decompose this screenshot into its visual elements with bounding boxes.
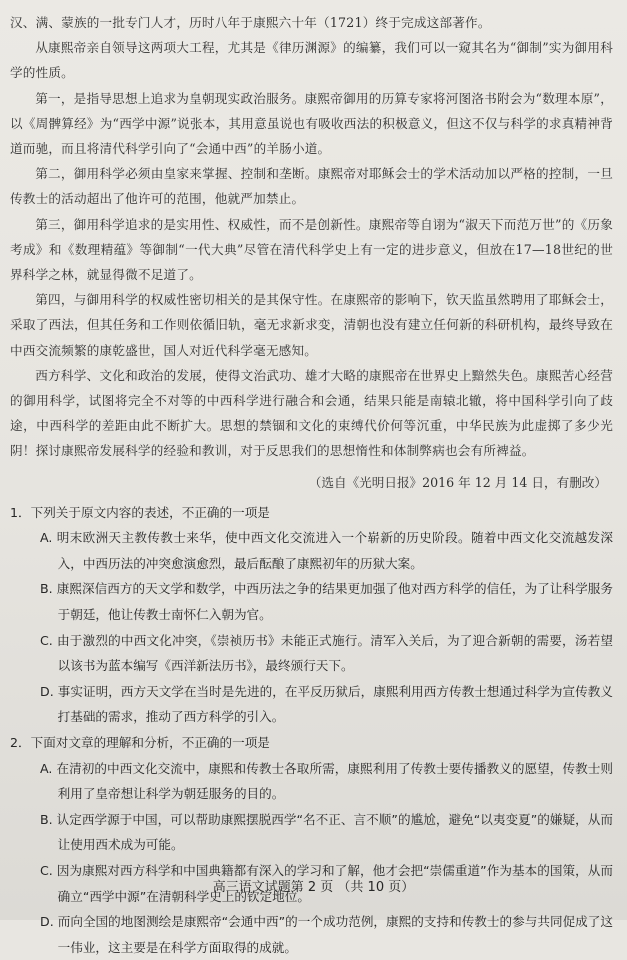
question-option: D. 事实证明，西方天文学在当时是先进的，在平反历狱后，康熙利用西方传教士想通过科学为宣传教义打基础的需求，推动了西方科学的引入。: [40, 683, 613, 725]
article-paragraph: 第三，御用科学追求的是实用性、权威性，而不是创新性。康熙帝等自诩为“淑天下而范万世”的《历象考成》和《数理精蕴》等御制“一代大典”尽管在清代科学史上有一定的进步意义，但放在17—18世纪的世界科学之林，就显得微不足道了。: [10, 216, 613, 283]
question-option: C. 由于激烈的中西文化冲突，《崇祯历书》未能正式施行。清军入关后，为了迎合新朝的需要，汤若望以该书为蓝本编写《西洋新法历书》，最终颁行天下。: [40, 632, 613, 674]
article-paragraph: 第二，御用科学必须由皇家来掌握、控制和垄断。康熙帝对耶稣会士的学术活动加以严格的控制，一旦传教士的活动超出了他许可的范围，他就严加禁止。: [10, 166, 613, 207]
article-paragraph: 第一，是指导思想上追求为皇朝现实政治服务。康熙帝御用的历算专家将河图洛书附会为“数理本原”，以《周髀算经》为“西学中源”说张本，其用意虽说也有吸收西法的积极意义，但这不仅与科学的求真精神背道而驰，而且将清代科学引向了“会通中西”的羊肠小道。: [10, 90, 613, 157]
article-paragraph: 从康熙帝亲自领导这两项大工程，尤其是《律历渊源》的编纂，我们可以一窥其名为“御制”实为御用科学的性质。: [10, 40, 613, 81]
question-option: C. 因为康熙对西方科学和中国典籍都有深入的学习和了解，他才会把“崇儒重道”作为基本的国策，从而确立“西学中源”在清朝科学史上的钦定地位。: [40, 862, 613, 904]
question-option: A. 在清初的中西文化交流中，康熙和传教士各取所需，康熙利用了传教士要传播教义的愿望，传教士则利用了皇帝想让科学为朝廷服务的目的。: [40, 760, 613, 802]
article: [10, 10, 613, 496]
article-source: （选自《光明日报》2016 年 12 月 14 日，有删改）: [308, 474, 607, 490]
article-paragraph: 西方科学、文化和政治的发展，使得文治武功、雄才大略的康熙帝在世界史上黯然失色。康熙苦心经营的御用科学，试图将完全不对等的中西科学进行融合和会通，结果只能是南辕北辙，将中国科学引向了歧途，中西科学的差距由此不断扩大。思想的禁锢和文化的束缚代价何等沉重，中华民族为此虚掷了多少光阴！探讨康熙帝发展科学的经验和教训，对于反思我们的思想惰性和体制弊病也会有所裨益。: [10, 367, 613, 459]
article-paragraph: 第四，与御用科学的权威性密切相关的是其保守性。在康熙帝的影响下，钦天监虽然聘用了耶稣会士，采取了西法，但其任务和工作则依循旧轨，毫无求新求变，清朝也没有建立任何新的科研机构，最终导致在中西交流频繁的康乾盛世，国人对近代科学毫无感知。: [10, 292, 613, 358]
article-paragraph: 汉、满、蒙族的一批专门人才，历时八年于康熙六十年（1721）终于完成这部著作。: [10, 15, 491, 30]
question-stem: 2．下面对文章的理解和分析，不正确的一项是: [10, 735, 270, 750]
question-1: [10, 500, 613, 730]
question-option: B. 康熙深信西方的天文学和数学，中西历法之争的结果更加强了他对西方科学的信任，为了让科学服务于朝廷，他让传教士南怀仁入朝为官。: [40, 581, 613, 623]
question-2: [10, 730, 613, 960]
question-option: D. 而向全国的地图测绘是康熙帝“会通中西”的一个成功范例，康熙的支持和传教士的参与共同促成了这一伟业，这主要是在科学方面取得的成就。: [40, 914, 613, 955]
question-option: A. 明末欧洲天主教传教士来华，使中西文化交流进入一个崭新的历史阶段。随着中西文化交流越发深入，中西历法的冲突愈演愈烈，最后酝酿了康熙初年的历狱大案。: [40, 530, 613, 571]
question-option: B. 认定西学源于中国，可以帮助康熙摆脱西学“名不正、言不顺”的尴尬，避免“以夷变夏”的嫌疑，从而让使用西术成为可能。: [40, 811, 613, 853]
question-stem: 1．下列关于原文内容的表述，不正确的一项是: [10, 504, 270, 520]
page-footer: 高三语文试题第 2 页 （共 10 页）: [212, 880, 415, 895]
